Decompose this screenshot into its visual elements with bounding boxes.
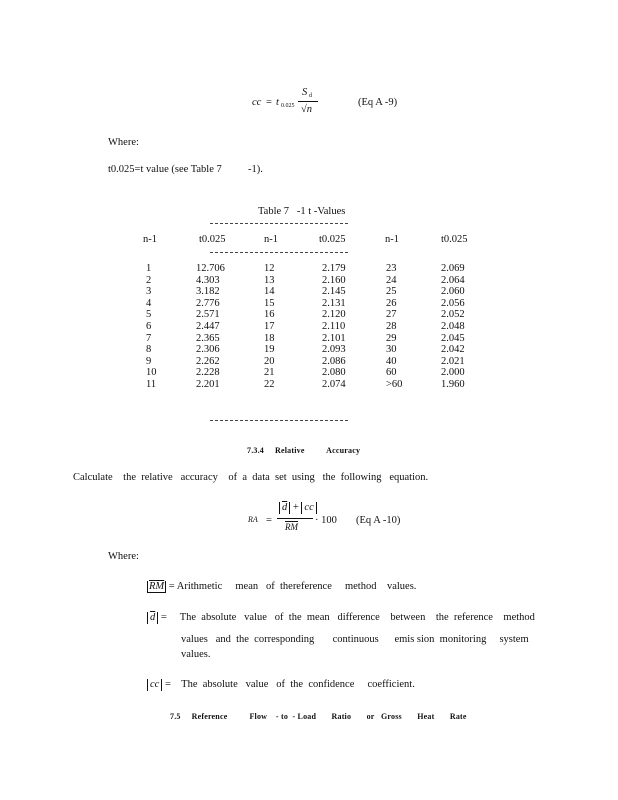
header-t-c: t0.025 — [441, 234, 468, 245]
table-cell: 2.000 — [441, 367, 465, 379]
table-cell: 10 — [146, 367, 157, 379]
table-cell: 2.776 — [196, 297, 220, 309]
eq-a10-label: (Eq A -10) — [356, 515, 401, 526]
eq-a9-numerator-subscript: d — [309, 93, 312, 99]
table-cell: 22 — [264, 378, 275, 390]
eq-a10-abs-cc: cc — [301, 502, 316, 514]
definition-rm — [147, 581, 416, 592]
eq-a9-equals: = — [266, 97, 272, 108]
table-cell: 5 — [146, 309, 152, 321]
table-cell: 4 — [146, 297, 152, 309]
table-cell: 3 — [146, 286, 152, 298]
eq-a9-label: (Eq A -9) — [358, 97, 398, 108]
table-cell: 2.048 — [441, 320, 465, 332]
column-t-c — [441, 263, 465, 391]
table-cell: 7 — [146, 332, 152, 344]
table-cell: 25 — [386, 286, 397, 298]
d-symbol: $\overline{d}$ — [147, 612, 158, 624]
table-cell: 2.093 — [322, 344, 346, 356]
table-cell: 21 — [264, 367, 275, 379]
eq-a10-abs-d: $\overline{d}$ — [279, 502, 290, 514]
column-n1-a — [146, 263, 157, 391]
table-cell: 2.052 — [441, 309, 465, 321]
table-cell: 12.706 — [196, 263, 225, 274]
table-cell: >60 — [386, 378, 403, 390]
table-cell: 40 — [386, 355, 397, 367]
table-cell: 15 — [264, 297, 275, 309]
table-cell: 11 — [146, 378, 157, 390]
table-title: Table 7 -1 t -Values — [258, 206, 346, 217]
table-cell: 2.120 — [322, 309, 346, 321]
definition-cc — [147, 679, 415, 691]
table-cell: 12 — [264, 263, 275, 274]
table-cell: 8 — [146, 344, 152, 356]
table-cell: 2.571 — [196, 309, 220, 321]
table-cell: 14 — [264, 286, 275, 298]
table-cell: 19 — [264, 344, 275, 356]
t-definition: t0.025=t value (see Table 7 -1). — [108, 164, 263, 175]
table-cell: 2.074 — [322, 378, 346, 390]
cc-text: = The absolute value of the confidence coefficient. — [164, 679, 415, 690]
eq-a9-fraction-bar — [298, 101, 318, 102]
table-cell: 2.101 — [322, 332, 346, 344]
d-text-line-3: values. — [181, 649, 211, 660]
eq-a10-numerator — [279, 502, 317, 514]
table-cell: 27 — [386, 309, 397, 321]
header-t-a: t0.025 — [199, 234, 226, 245]
table-cell: 2.069 — [441, 263, 465, 274]
calculate-paragraph: Calculate the relative accuracy of a data set using the following equation. — [73, 472, 429, 483]
table-cell: 28 — [386, 320, 397, 332]
column-n1-b — [264, 263, 275, 391]
table-cell: 17 — [264, 320, 275, 332]
table-cell: 24 — [386, 274, 397, 286]
table-cell: 2.042 — [441, 344, 465, 356]
column-t-b — [322, 263, 346, 391]
table-cell: 29 — [386, 332, 397, 344]
header-n1-b: n-1 — [264, 234, 278, 245]
table-header-rule — [210, 252, 348, 253]
table-cell: 2 — [146, 274, 152, 286]
d-text-line-1: = The absolute value of the mean difference between the reference method — [160, 612, 535, 623]
table-cell: 2.201 — [196, 378, 220, 390]
table-cell: 2.179 — [322, 263, 346, 274]
table-cell: 2.131 — [322, 297, 346, 309]
table-cell: 30 — [386, 344, 397, 356]
cc-symbol: cc — [147, 679, 162, 691]
table-cell: 2.060 — [441, 286, 465, 298]
table-cell: 2.228 — [196, 367, 220, 379]
eq-a10-plus: + — [292, 502, 299, 513]
eq-a10-equals: = — [266, 515, 272, 526]
eq-a10-denominator: $\overline{RM}$ — [285, 522, 298, 532]
table-cell: 2.160 — [322, 274, 346, 286]
table-cell: 2.306 — [196, 344, 220, 356]
table-cell: 18 — [264, 332, 275, 344]
eq-a9-t: t — [276, 97, 279, 108]
table-top-rule — [210, 223, 348, 224]
section-heading-7-5: 7.5 Reference Flow - to - Load Ratio or Gross Heat Rate — [170, 712, 467, 721]
header-n1-a: n-1 — [143, 234, 157, 245]
column-t-a — [196, 263, 225, 391]
table-cell: 3.182 — [196, 286, 220, 298]
where-label-1: Where: — [108, 137, 139, 148]
header-t-b: t0.025 — [319, 234, 346, 245]
table-cell: 26 — [386, 297, 397, 309]
table-cell: 2.145 — [322, 286, 346, 298]
table-cell: 1 — [146, 263, 152, 274]
header-n1-c: n-1 — [385, 234, 399, 245]
table-cell: 2.447 — [196, 320, 220, 332]
eq-a9-t-subscript: 0.025 — [281, 103, 295, 109]
eq-a10-times: · 100 — [315, 515, 337, 526]
table-cell: 2.056 — [441, 297, 465, 309]
rm-symbol: $\overline{RM}$ — [149, 581, 165, 592]
table-cell: 6 — [146, 320, 152, 332]
definition-d — [147, 612, 535, 624]
eq-a9-lhs: cc — [252, 97, 262, 108]
table-cell: 2.045 — [441, 332, 465, 344]
eq-a10-fraction-bar — [277, 518, 313, 519]
eq-a9-denominator: √n — [301, 104, 313, 115]
table-cell: 23 — [386, 263, 397, 274]
where-label-2: Where: — [108, 551, 139, 562]
table-cell: 2.262 — [196, 355, 220, 367]
table-cell: 20 — [264, 355, 275, 367]
eq-a9-numerator: S — [302, 87, 308, 98]
eq-a10-lhs: RA — [248, 515, 258, 524]
d-text-line-2: values and the corresponding continuous emis sion monitoring system — [181, 634, 529, 645]
table-cell: 2.080 — [322, 367, 346, 379]
table-cell: 1.960 — [441, 378, 465, 390]
table-cell: 2.021 — [441, 355, 465, 367]
table-cell: 2.110 — [322, 320, 346, 332]
table-cell: 2.086 — [322, 355, 346, 367]
table-bottom-rule — [210, 420, 348, 421]
table-cell: 13 — [264, 274, 275, 286]
column-n1-c — [386, 263, 402, 391]
table-cell: 16 — [264, 309, 275, 321]
table-cell: 4.303 — [196, 274, 220, 286]
table-cell: 2.365 — [196, 332, 220, 344]
section-heading-7-3-4: 7.3.4 Relative Accuracy — [247, 446, 361, 455]
table-cell: 9 — [146, 355, 152, 367]
table-cell: 2.064 — [441, 274, 465, 286]
table-cell: 60 — [386, 367, 397, 379]
rm-text: = Arithmetic mean of thereference method values. — [168, 581, 417, 592]
